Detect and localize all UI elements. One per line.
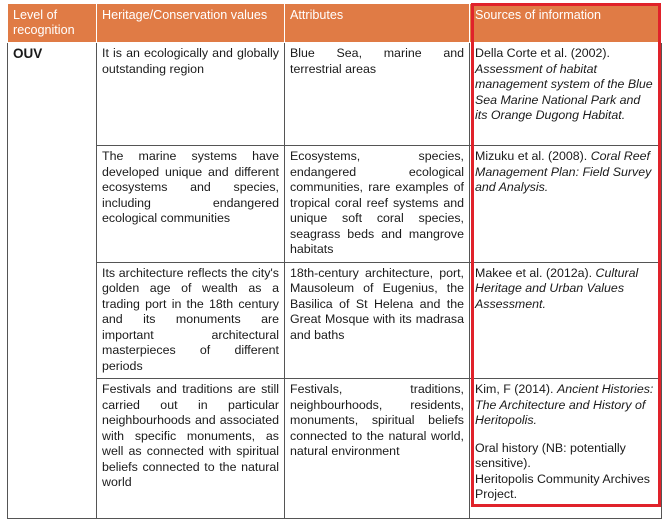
- source-note: Oral history (NB: potentially sensitive).: [475, 440, 626, 470]
- source-cell: [470, 379, 662, 519]
- header-level-of-recognition: Level of recognition: [8, 4, 97, 43]
- table-row: [8, 379, 662, 519]
- source-title: Assessment of habitat management system of the Blue Sea Marine National Park and its Orange Dugong Habitat.: [475, 61, 653, 122]
- table-header-row: [8, 4, 662, 43]
- source-title: Coral Reef Management Plan: Field Survey and Analysis.: [475, 149, 652, 194]
- source-author: Kim, F (2014).: [475, 382, 557, 396]
- heritage-value-cell: Its architecture reflects the city's golden age of wealth as a trading port in the 18th century and its monuments are important architectural masterpieces of different periods: [97, 262, 285, 379]
- heritage-value-cell: The marine systems have developed unique and different ecosystems and species, including endangered ecological communities: [97, 146, 285, 263]
- source-spacer: [475, 429, 656, 441]
- heritage-value-cell: It is an ecologically and globally outstanding region: [97, 43, 285, 146]
- source-archive: Heritopolis Community Archives Project.: [475, 471, 650, 501]
- level-cell-ouv: OUV: [8, 43, 97, 519]
- attributes-cell: 18th-century architecture, port, Mausoleum of Eugenius, the Basilica of St Helena and the Great Mosque with its madrasa and baths: [285, 262, 470, 379]
- table-row: [8, 262, 662, 379]
- attributes-cell: Festivals, traditions, neighbourhoods, residents, monuments, spiritual beliefs connected to the natural world, natural environment: [285, 379, 470, 519]
- attributes-cell: Blue Sea, marine and terrestrial areas: [285, 43, 470, 146]
- attributes-cell: Ecosystems, species, endangered ecological communities, rare examples of tropical coral reef systems and unique soft coral species, seagrass beds and mangrove habitats: [285, 146, 470, 263]
- header-attributes: Attributes: [285, 4, 470, 43]
- source-author: Mizuku et al. (2008).: [475, 149, 591, 163]
- header-sources-of-information: Sources of information: [470, 4, 662, 43]
- source-author: Della Corte et al. (2002).: [475, 46, 610, 60]
- heritage-value-cell: Festivals and traditions are still carried out in particular neighbourhoods and associated with specific monuments, as well as connected with spiritual beliefs connected to the natural world: [97, 379, 285, 519]
- table-row: [8, 146, 662, 263]
- source-title: Ancient Histories: The Architecture and History of Heritopolis.: [475, 382, 654, 427]
- source-cell: [470, 262, 662, 379]
- source-author: Makee et al. (2012a).: [475, 265, 596, 280]
- source-cell: [470, 43, 662, 146]
- table-row: [8, 43, 662, 146]
- header-heritage-values: Heritage/Conservation values: [97, 4, 285, 43]
- heritage-values-table: [7, 3, 662, 519]
- source-cell: [470, 146, 662, 263]
- source-title: Cultural Heritage and Urban Values Assessment.: [475, 265, 639, 311]
